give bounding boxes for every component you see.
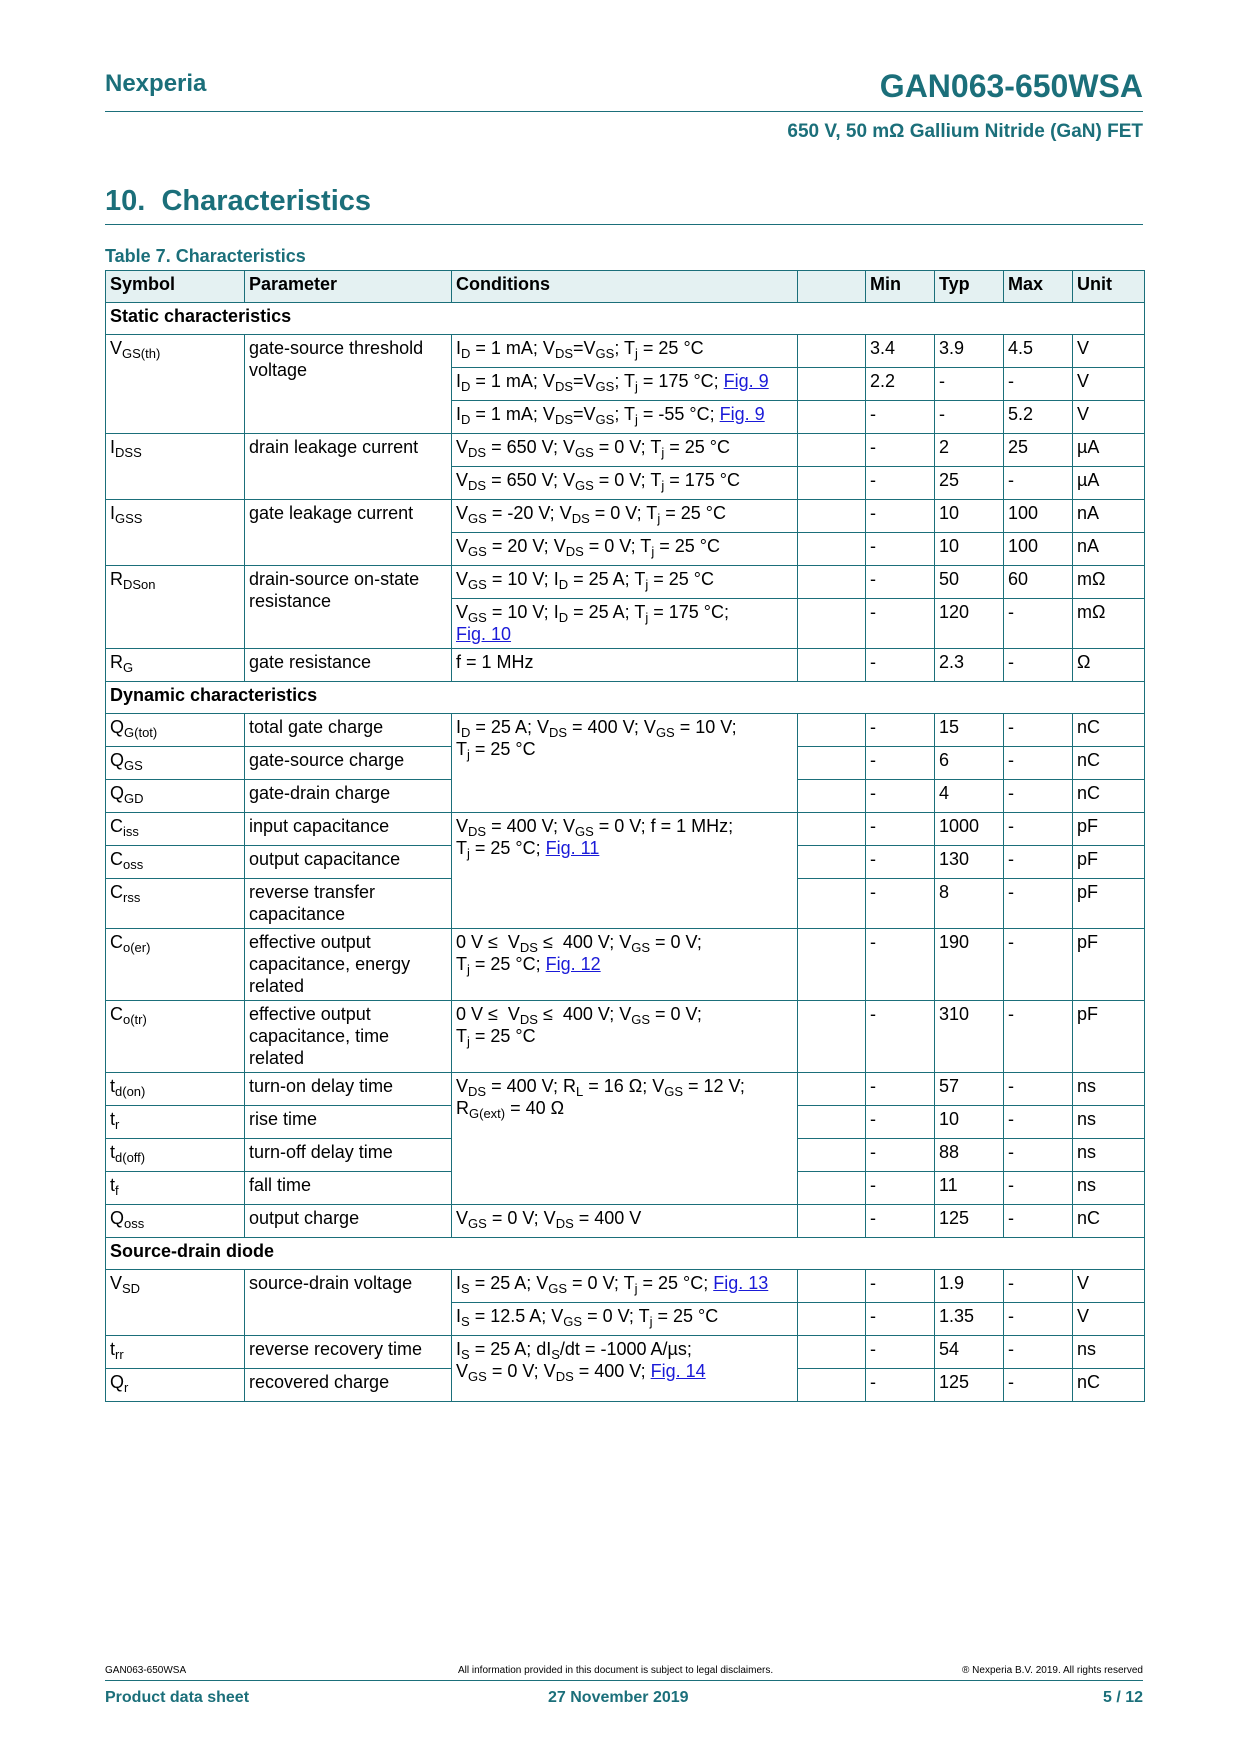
typ-value: 1.35: [935, 1303, 1004, 1336]
footer-page-number: 5 / 12: [1102, 1689, 1143, 1706]
unit-value: nA: [1073, 533, 1145, 566]
unit-value: V: [1073, 1303, 1145, 1336]
max-value: -: [1004, 1073, 1073, 1106]
max-value: 100: [1004, 500, 1073, 533]
symbol-vsd: $V_{SD}$: [106, 1270, 245, 1336]
min-value: 3.4: [866, 335, 935, 368]
table-row: [106, 1073, 1145, 1106]
min-value: -: [866, 434, 935, 467]
unit-value: pF: [1073, 879, 1145, 929]
typ-value: 10: [935, 500, 1004, 533]
unit-value: ns: [1073, 1172, 1145, 1205]
table-row: [106, 1336, 1145, 1369]
table-row: [106, 434, 1145, 467]
table-row: [106, 714, 1145, 747]
min-value: -: [866, 1001, 935, 1073]
cond-idss-2: $V_{DS} = 650$ V; $V_{GS} = 0$ V; $T_j = 175$ °C: [452, 467, 798, 500]
fig10-link[interactable]: Fig. 10: [456, 624, 512, 644]
section-divider: [105, 224, 1143, 225]
unit-value: nC: [1073, 714, 1145, 747]
cond-recovery: $I_S = 25$ A; $dI_S/dt = -1000$ A/µs; $V_{GS} = 0$ V; $V_{DS} = 400$ V; Fig. 14: [452, 1336, 798, 1402]
table-row: [106, 813, 1145, 846]
cond-vsd-1: $I_S = 25$ A; $V_{GS} = 0$ V; $T_j = 25$ °C; Fig. 13: [452, 1270, 798, 1303]
max-value: 5.2: [1004, 401, 1073, 434]
max-value: -: [1004, 813, 1073, 846]
param-qoss: output charge: [245, 1205, 452, 1238]
max-value: 25: [1004, 434, 1073, 467]
symbol-ciss: $C_{iss}$: [106, 813, 245, 846]
typ-value: -: [935, 368, 1004, 401]
max-value: -: [1004, 879, 1073, 929]
unit-value: µA: [1073, 467, 1145, 500]
param-rdson: drain-source on-state resistance: [245, 566, 452, 649]
symbol-qgs: $Q_{GS}$: [106, 747, 245, 780]
typ-value: 57: [935, 1073, 1004, 1106]
cond-idss-1: $V_{DS} = 650$ V; $V_{GS} = 0$ V; $T_j = 25$ °C: [452, 434, 798, 467]
device-subtitle: 650 V, 50 mΩ Gallium Nitride (GaN) FET: [787, 121, 1143, 142]
section-title-text: Characteristics: [161, 185, 372, 217]
param-trr: reverse recovery time: [245, 1336, 452, 1369]
max-value: -: [1004, 1205, 1073, 1238]
footer-doc-type: Product data sheet: [105, 1689, 250, 1706]
param-qgs: gate-source charge: [245, 747, 452, 780]
unit-value: pF: [1073, 929, 1145, 1001]
symbol-cotr: $C_{o(tr)}$: [106, 1001, 245, 1073]
cond-gate-charge: $I_D = 25$ A; $V_{DS} = 400$ V; $V_{GS} = 10$ V; $T_j = 25$ °C: [452, 714, 798, 813]
header-divider: [105, 111, 1143, 112]
typ-value: 25: [935, 467, 1004, 500]
unit-value: nC: [1073, 1205, 1145, 1238]
section-diode: Source-drain diode: [106, 1238, 1145, 1270]
symbol-qgd: $Q_{GD}$: [106, 780, 245, 813]
cond-qoss: $V_{GS} = 0$ V; $V_{DS} = 400$ V: [452, 1205, 798, 1238]
typ-value: 130: [935, 846, 1004, 879]
footer-divider: [105, 1680, 1143, 1681]
company-name: Nexperia: [105, 70, 207, 97]
fig9-link[interactable]: Fig. 9: [723, 371, 769, 391]
symbol-rdson: $R_{DSon}$: [106, 566, 245, 649]
param-qgtot: total gate charge: [245, 714, 452, 747]
min-value: -: [866, 929, 935, 1001]
symbol-tf: $t_f$: [106, 1172, 245, 1205]
fig14-link[interactable]: Fig. 14: [650, 1361, 706, 1381]
table-row: [106, 1205, 1145, 1238]
param-tr: rise time: [245, 1106, 452, 1139]
typ-value: 3.9: [935, 335, 1004, 368]
cond-rdson-2: $V_{GS} = 10$ V; $I_D = 25$ A; $T_j = 175$ °C; Fig. 10: [452, 599, 798, 649]
cond-coer: 0 $V \le V_{DS} \le 400$ V; $V_{GS} = 0$ V; $T_j = 25$ °C; Fig. 12: [452, 929, 798, 1001]
symbol-coer: $C_{o(er)}$: [106, 929, 245, 1001]
max-value: 60: [1004, 566, 1073, 599]
unit-value: pF: [1073, 846, 1145, 879]
symbol-rg: $R_G$: [106, 649, 245, 682]
min-value: -: [866, 1205, 935, 1238]
param-idss: drain leakage current: [245, 434, 452, 500]
min-value: -: [866, 1270, 935, 1303]
unit-value: pF: [1073, 813, 1145, 846]
typ-value: 50: [935, 566, 1004, 599]
max-value: -: [1004, 714, 1073, 747]
typ-value: 11: [935, 1172, 1004, 1205]
typ-value: 125: [935, 1205, 1004, 1238]
table-caption: Table 7. Characteristics: [105, 246, 306, 266]
max-value: -: [1004, 649, 1073, 682]
min-value: -: [866, 649, 935, 682]
unit-value: V: [1073, 401, 1145, 434]
table-row: [106, 500, 1145, 533]
section-static: Static characteristics: [106, 303, 1145, 335]
fig11-link[interactable]: Fig. 11: [545, 838, 600, 858]
min-value: -: [866, 747, 935, 780]
min-value: -: [866, 714, 935, 747]
table-row: [106, 1270, 1145, 1303]
unit-value: mΩ: [1073, 566, 1145, 599]
cond-switching: $V_{DS} = 400$ V; $R_L = 16$ Ω; $V_{GS} = 12$ V; $R_{G(ext)} = 40$ Ω: [452, 1073, 798, 1205]
unit-value: pF: [1073, 1001, 1145, 1073]
col-blank: [798, 271, 866, 303]
cond-vsd-2: $I_S = 12.5$ A; $V_{GS} = 0$ V; $T_j = 25$ °C: [452, 1303, 798, 1336]
unit-value: mΩ: [1073, 599, 1145, 649]
col-parameter: Parameter: [245, 271, 452, 303]
cond-igss-2: $V_{GS} = 20$ V; $V_{DS} = 0$ V; $T_j = 25$ °C: [452, 533, 798, 566]
max-value: -: [1004, 1303, 1073, 1336]
param-coss: output capacitance: [245, 846, 452, 879]
cond-vgsth-2: $I_D = 1$ mA; $V_{DS}=V_{GS}$; $T_j = 175$ °C; Fig. 9: [452, 368, 798, 401]
param-rg: gate resistance: [245, 649, 452, 682]
min-value: -: [866, 599, 935, 649]
min-value: 2.2: [866, 368, 935, 401]
param-vgsth: gate-source threshold voltage: [245, 335, 452, 434]
col-typ: Typ: [935, 271, 1004, 303]
max-value: -: [1004, 1139, 1073, 1172]
section-dynamic: Dynamic characteristics: [106, 682, 1145, 714]
col-conditions: Conditions: [452, 271, 798, 303]
min-value: -: [866, 467, 935, 500]
footer-date: 27 November 2019: [548, 1689, 689, 1706]
symbol-coss: $C_{oss}$: [106, 846, 245, 879]
col-unit: Unit: [1073, 271, 1145, 303]
min-value: -: [866, 401, 935, 434]
max-value: 4.5: [1004, 335, 1073, 368]
max-value: -: [1004, 467, 1073, 500]
footer-doc-id: GAN063-650WSA: [105, 1665, 187, 1676]
table-row: [106, 929, 1145, 1001]
characteristics-table: [105, 270, 1145, 1402]
unit-value: V: [1073, 335, 1145, 368]
symbol-vgsth: $V_{GS(th)}$: [106, 335, 245, 434]
cond-cotr: 0 $V \le V_{DS} \le 400$ V; $V_{GS} = 0$ V; $T_j = 25$ °C: [452, 1001, 798, 1073]
min-value: -: [866, 780, 935, 813]
unit-value: V: [1073, 368, 1145, 401]
col-symbol: Symbol: [106, 271, 245, 303]
cond-igss-1: $V_{GS} = -20$ V; $V_{DS} = 0$ V; $T_j = 25$ °C: [452, 500, 798, 533]
unit-value: µA: [1073, 434, 1145, 467]
param-ciss: input capacitance: [245, 813, 452, 846]
unit-value: ns: [1073, 1073, 1145, 1106]
max-value: -: [1004, 780, 1073, 813]
min-value: -: [866, 1073, 935, 1106]
fig12-link[interactable]: Fig. 12: [545, 954, 601, 974]
typ-value: 6: [935, 747, 1004, 780]
symbol-idss: $I_{DSS}$: [106, 434, 245, 500]
typ-value: 310: [935, 1001, 1004, 1073]
max-value: -: [1004, 1172, 1073, 1205]
max-value: -: [1004, 846, 1073, 879]
typ-value: 2: [935, 434, 1004, 467]
min-value: -: [866, 1303, 935, 1336]
typ-value: 1.9: [935, 1270, 1004, 1303]
param-igss: gate leakage current: [245, 500, 452, 566]
max-value: -: [1004, 747, 1073, 780]
max-value: -: [1004, 1336, 1073, 1369]
max-value: -: [1004, 599, 1073, 649]
min-value: -: [866, 566, 935, 599]
table-row: [106, 649, 1145, 682]
typ-value: 8: [935, 879, 1004, 929]
min-value: -: [866, 533, 935, 566]
unit-value: nC: [1073, 1369, 1145, 1402]
min-value: -: [866, 1369, 935, 1402]
section-number: 10.: [105, 185, 146, 217]
max-value: -: [1004, 929, 1073, 1001]
param-qgd: gate-drain charge: [245, 780, 452, 813]
symbol-igss: $I_{GSS}$: [106, 500, 245, 566]
min-value: -: [866, 500, 935, 533]
cond-vgsth-1: $I_D = 1$ mA; $V_{DS}=V_{GS}$; $T_j = 25$ °C: [452, 335, 798, 368]
typ-value: 10: [935, 1106, 1004, 1139]
table-row: [106, 335, 1145, 368]
unit-value: nC: [1073, 780, 1145, 813]
cond-rg: f = 1 MHz: [452, 649, 798, 682]
unit-value: nC: [1073, 747, 1145, 780]
typ-value: 2.3: [935, 649, 1004, 682]
typ-value: 1000: [935, 813, 1004, 846]
min-value: -: [866, 813, 935, 846]
unit-value: nA: [1073, 500, 1145, 533]
col-max: Max: [1004, 271, 1073, 303]
symbol-trr: $t_{rr}$: [106, 1336, 245, 1369]
table-row: [106, 1001, 1145, 1073]
min-value: -: [866, 879, 935, 929]
param-tdon: turn-on delay time: [245, 1073, 452, 1106]
cond-vgsth-3: $I_D = 1$ mA; $V_{DS}=V_{GS}$; $T_j = -55$ °C; Fig. 9: [452, 401, 798, 434]
symbol-qr: $Q_r$: [106, 1369, 245, 1402]
symbol-qoss: $Q_{oss}$: [106, 1205, 245, 1238]
max-value: -: [1004, 368, 1073, 401]
cond-capacitance: $V_{DS} = 400$ V; $V_{GS} = 0$ V; f = 1 MHz; $T_j = 25$ °C; Fig. 11: [452, 813, 798, 929]
footer-copyright: ® Nexperia B.V. 2019. All rights reserved: [962, 1665, 1143, 1676]
section-title: [105, 185, 371, 218]
typ-value: 54: [935, 1336, 1004, 1369]
col-min: Min: [866, 271, 935, 303]
unit-value: V: [1073, 1270, 1145, 1303]
max-value: -: [1004, 1001, 1073, 1073]
unit-value: Ω: [1073, 649, 1145, 682]
typ-value: 10: [935, 533, 1004, 566]
min-value: -: [866, 1139, 935, 1172]
symbol-crss: $C_{rss}$: [106, 879, 245, 929]
typ-value: 120: [935, 599, 1004, 649]
fig13-link[interactable]: Fig. 13: [713, 1273, 769, 1293]
table-header-row: [106, 271, 1145, 303]
max-value: -: [1004, 1106, 1073, 1139]
param-tdoff: turn-off delay time: [245, 1139, 452, 1172]
part-number: GAN063-650WSA: [879, 68, 1143, 104]
param-vsd: source-drain voltage: [245, 1270, 452, 1336]
symbol-tdoff: $t_{d(off)}$: [106, 1139, 245, 1172]
param-cotr: effective output capacitance, time related: [245, 1001, 452, 1073]
fig9-link[interactable]: Fig. 9: [719, 404, 765, 424]
symbol-tdon: $t_{d(on)}$: [106, 1073, 245, 1106]
symbol-qgtot: $Q_{G(tot)}$: [106, 714, 245, 747]
param-qr: recovered charge: [245, 1369, 452, 1402]
typ-value: 190: [935, 929, 1004, 1001]
unit-value: ns: [1073, 1139, 1145, 1172]
unit-value: ns: [1073, 1336, 1145, 1369]
min-value: -: [866, 846, 935, 879]
max-value: 100: [1004, 533, 1073, 566]
symbol-tr: $t_r$: [106, 1106, 245, 1139]
unit-value: ns: [1073, 1106, 1145, 1139]
typ-value: 15: [935, 714, 1004, 747]
typ-value: 88: [935, 1139, 1004, 1172]
param-crss: reverse transfer capacitance: [245, 879, 452, 929]
cond-rdson-1: $V_{GS} = 10$ V; $I_D = 25$ A; $T_j = 25$ °C: [452, 566, 798, 599]
typ-value: 125: [935, 1369, 1004, 1402]
min-value: -: [866, 1172, 935, 1205]
max-value: -: [1004, 1369, 1073, 1402]
typ-value: 4: [935, 780, 1004, 813]
param-tf: fall time: [245, 1172, 452, 1205]
param-coer: effective output capacitance, energy related: [245, 929, 452, 1001]
min-value: -: [866, 1336, 935, 1369]
footer-disclaimer: All information provided in this document is subject to legal disclaimers.: [458, 1665, 774, 1676]
max-value: -: [1004, 1270, 1073, 1303]
table-row: [106, 566, 1145, 599]
min-value: -: [866, 1106, 935, 1139]
typ-value: -: [935, 401, 1004, 434]
